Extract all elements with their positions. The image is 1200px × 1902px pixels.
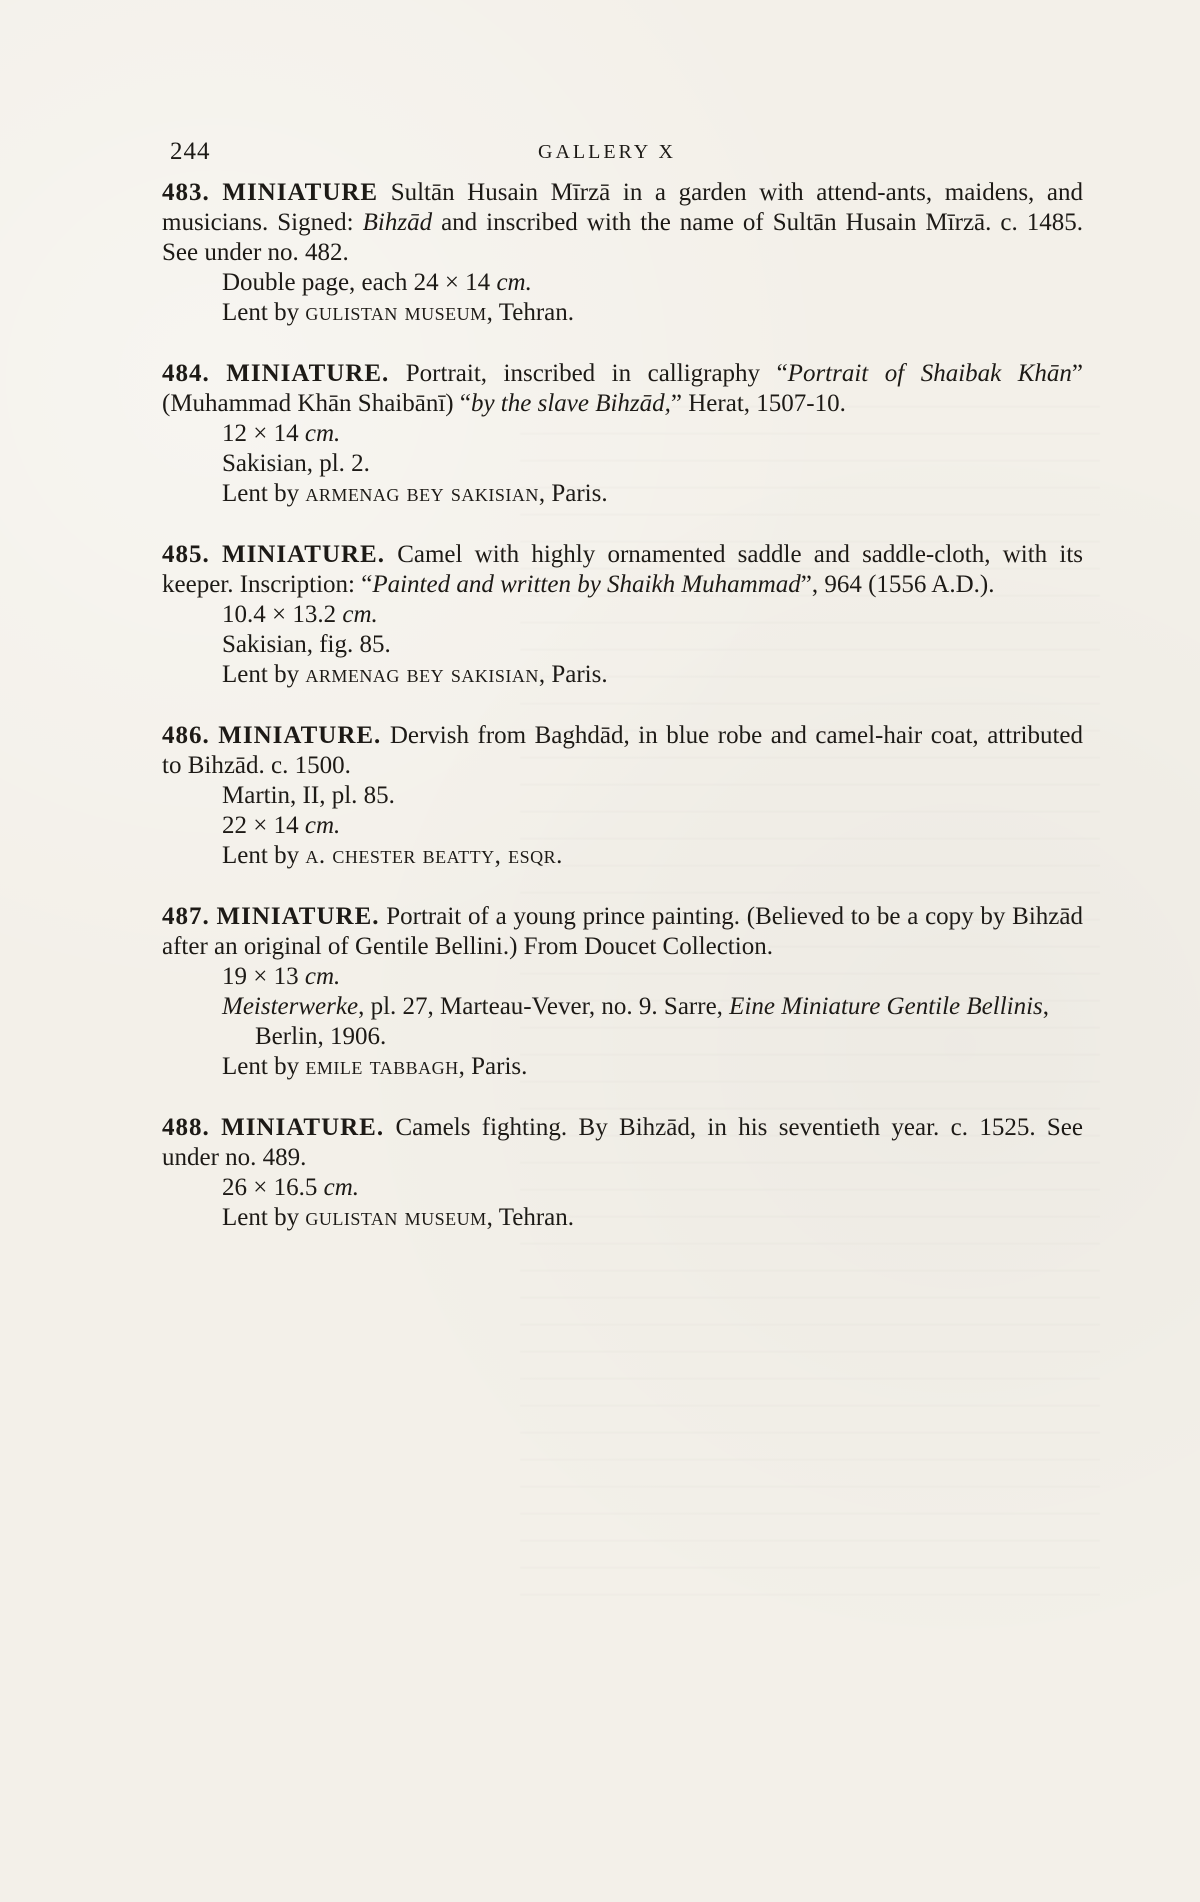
size-text: 22 × 14 — [222, 812, 305, 839]
entry-reference — [222, 992, 1083, 1052]
catalogue-entry-486 — [162, 721, 1083, 871]
page-number: 244 — [170, 138, 211, 165]
entry-reference: Martin, II, pl. 85. — [222, 782, 395, 809]
size-text: Double page, each 24 × 14 — [222, 269, 497, 296]
size-unit: cm. — [496, 269, 532, 296]
lender-name: gulistan museum — [305, 1204, 487, 1231]
entry-description — [162, 178, 1083, 268]
size-text: 10.4 × 13.2 — [222, 601, 343, 628]
lender-prefix: Lent by — [222, 842, 306, 869]
page-header — [170, 138, 1085, 166]
entry-number: 484. — [162, 360, 210, 387]
lender-name: a. chester beatty, esqr. — [305, 842, 563, 869]
entry-size — [222, 1173, 1083, 1203]
lender-place: , Paris. — [458, 1053, 528, 1080]
reference-text: , pl. 27, Marteau-Vever, no. 9. Sarre, — [358, 993, 730, 1020]
entry-italic-text: by the slave Bihzād, — [470, 390, 671, 417]
lender-place: , Tehran. — [486, 1204, 574, 1231]
lender-place: , Paris. — [538, 661, 608, 688]
lender-prefix: Lent by — [222, 1204, 306, 1231]
entry-size — [222, 600, 1083, 630]
catalogue-entry-487 — [162, 902, 1083, 1082]
entry-kind: MINIATURE. — [226, 360, 390, 387]
entry-size — [222, 962, 1083, 992]
lender-name: emile tabbagh — [305, 1053, 459, 1080]
entry-lender — [222, 479, 1083, 509]
entry-kind: MINIATURE — [222, 179, 379, 206]
entry-text: Camel with highly ornamented saddle and saddle-cloth, with its keeper. Inscription: “ — [162, 541, 1084, 598]
size-text: 12 × 14 — [222, 420, 305, 447]
running-head: GALLERY X — [538, 141, 676, 163]
entry-text: ” (Muhammad Khān Shaibānī) “ — [162, 360, 1084, 417]
entry-description — [162, 1113, 1083, 1173]
entry-italic-text: Bihzād — [362, 209, 433, 236]
size-unit: cm. — [304, 420, 341, 447]
entry-description — [162, 359, 1083, 419]
entry-text: Dervish from Baghdād, in blue robe and camel-hair coat, attributed to Bihzād. c. 1500. — [162, 722, 1083, 779]
entry-kind: MINIATURE. — [218, 722, 382, 749]
entry-text: and inscribed with the name of Sultān Husain Mīrzā. c. 1485. See under no. 482. — [162, 209, 1083, 266]
entry-text: ”, 964 (1556 A.D.). — [800, 571, 995, 598]
catalogue-entries — [162, 178, 1083, 1233]
reference-italic-text: Meisterwerke — [222, 993, 359, 1020]
lender-prefix: Lent by — [222, 661, 306, 688]
reference-italic-text: Eine Miniature Gentile Bellinis — [729, 993, 1043, 1020]
lender-name: gulistan museum — [305, 299, 487, 326]
entry-italic-text: Portrait of Shaibak Khān — [787, 360, 1072, 387]
entry-size — [222, 268, 1083, 298]
lender-prefix: Lent by — [222, 480, 306, 507]
catalogue-entry-485 — [162, 540, 1083, 690]
size-unit: cm. — [304, 812, 341, 839]
entry-description — [162, 540, 1083, 600]
entry-size — [222, 419, 1083, 449]
entry-text: Sultān Husain Mīrzā in a garden with attend-ants, maidens, and musicians. Signed: — [162, 179, 1083, 236]
size-unit: cm. — [323, 1174, 360, 1201]
catalogue-entry-483 — [162, 178, 1083, 328]
lender-prefix: Lent by — [222, 1053, 306, 1080]
entry-lender — [222, 1203, 1083, 1233]
entry-text: ” Herat, 1507-10. — [670, 390, 846, 417]
entry-number: 485. — [162, 541, 210, 568]
entry-kind: MINIATURE. — [221, 1114, 385, 1141]
entry-number: 487. — [162, 903, 210, 930]
entry-reference: Sakisian, pl. 2. — [222, 450, 370, 477]
entry-description — [162, 902, 1083, 962]
entry-lender — [222, 298, 1083, 328]
lender-place: , Paris. — [538, 480, 608, 507]
entry-number: 486. — [162, 722, 210, 749]
entry-lender — [222, 841, 1083, 871]
entry-text: Camels fighting. By Bihzād, in his seventieth year. c. 1525. See under no. 489. — [162, 1114, 1083, 1171]
catalogue-entry-484 — [162, 359, 1083, 509]
entry-reference: Sakisian, fig. 85. — [222, 631, 391, 658]
entry-kind: MINIATURE. — [216, 903, 380, 930]
entry-italic-text: Painted and written by Shaikh Muhammad — [372, 571, 801, 598]
size-unit: cm. — [342, 601, 378, 628]
entry-lender — [222, 1052, 1083, 1082]
entry-size — [222, 811, 1083, 841]
size-unit: cm. — [304, 963, 341, 990]
entry-number: 483. — [162, 179, 210, 206]
catalogue-entry-488 — [162, 1113, 1083, 1233]
entry-description — [162, 721, 1083, 781]
entry-text: Portrait of a young prince painting. (Believed to be a copy by Bihzād after an original of Gentile Bellini.) From Doucet Collection. — [162, 903, 1083, 960]
entry-lender — [222, 660, 1083, 690]
size-text: 19 × 13 — [222, 963, 305, 990]
lender-name: armenag bey sakisian — [305, 480, 539, 507]
entry-text: Portrait, inscribed in calligraphy “ — [389, 360, 788, 387]
entry-kind: MINIATURE. — [221, 541, 385, 568]
entry-number: 488. — [162, 1114, 210, 1141]
lender-place: , Tehran. — [486, 299, 574, 326]
lender-prefix: Lent by — [222, 299, 306, 326]
lender-name: armenag bey sakisian — [305, 661, 539, 688]
reference-text: , Berlin, 1906. — [255, 993, 1050, 1050]
size-text: 26 × 16.5 — [222, 1174, 324, 1201]
